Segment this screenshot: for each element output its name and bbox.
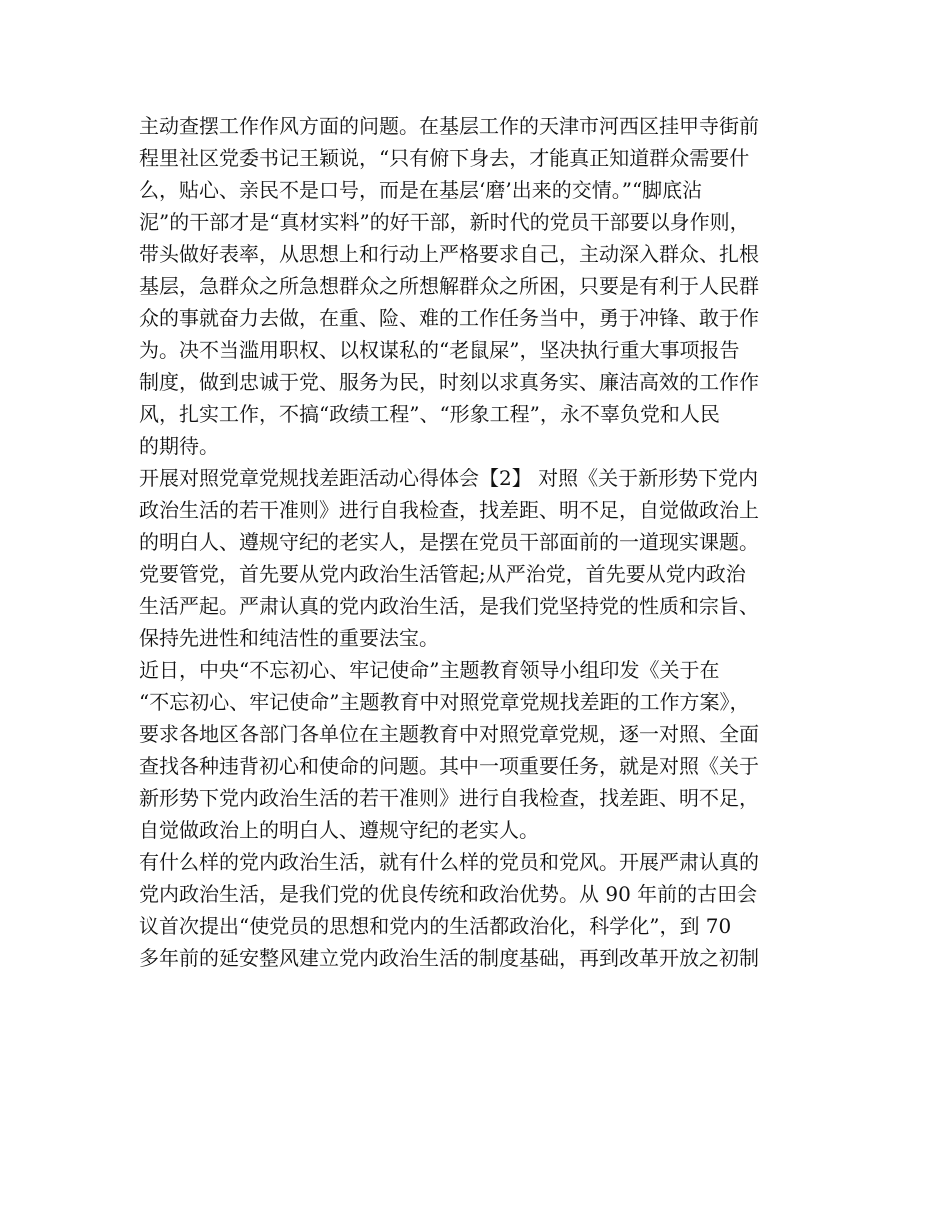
text-line: 么，贴心、亲民不是口号，而是在基层‘磨’出来的交情。”“脚底沾 xyxy=(139,178,703,202)
text-line: 泥”的干部才是“真材实料”的好干部，新时代的党员干部要以身作则， xyxy=(139,210,750,234)
text-line: “不忘初心、牢记使命”主题教育中对照党章党规找差距的工作方案》， xyxy=(139,690,750,714)
text-line: 自觉做政治上的明白人、遵规守纪的老实人。 xyxy=(139,818,539,842)
document-body xyxy=(139,110,819,974)
text-line: 众的事就奋力去做，在重、险、难的工作任务当中，勇于冲锋、敢于作 xyxy=(139,306,759,330)
text-line: 党内政治生活，是我们党的优良传统和政治优势。从 90 年前的古田会 xyxy=(139,882,758,906)
text-line: 要求各地区各部门各单位在主题教育中对照党章党规，逐一对照、全面 xyxy=(139,722,759,746)
text-line: 保持先进性和纯洁性的重要法宝。 xyxy=(139,626,439,650)
text-line: 党要管党，首先要从党内政治生活管起;从严治党，首先要从党内政治 xyxy=(139,562,746,586)
text-line: 生活严起。严肃认真的党内政治生活，是我们党坚持党的性质和宗旨、 xyxy=(139,594,759,618)
text-line: 有什么样的党内政治生活，就有什么样的党员和党风。开展严肃认真的 xyxy=(139,850,759,874)
text-line: 为。决不当滥用职权、以权谋私的“老鼠屎”，坚决执行重大事项报告 xyxy=(139,338,740,362)
text-line: 带头做好表率，从思想上和行动上严格要求自己，主动深入群众、扎根 xyxy=(139,242,759,266)
section-heading-line: 开展对照党章党规找差距活动心得体会【2】 对照《关于新形势下党内 xyxy=(139,466,759,490)
text-line: 议首次提出“使党员的思想和党内的生活都政治化，科学化”，到 70 xyxy=(139,914,732,938)
text-line: 基层，急群众之所急想群众之所想解群众之所困，只要是有利于人民群 xyxy=(139,274,759,298)
text-line: 查找各种违背初心和使命的问题。其中一项重要任务，就是对照《关于 xyxy=(139,754,759,778)
text-line: 近日，中央“不忘初心、牢记使命”主题教育领导小组印发《关于在 xyxy=(139,658,720,682)
text-line: 制度，做到忠诚于党、服务为民，时刻以求真务实、廉洁高效的工作作 xyxy=(139,370,759,394)
text-line: 风，扎实工作，不搞“政绩工程”、“形象工程”，永不辜负党和人民 xyxy=(139,402,720,426)
text-line: 程里社区党委书记王颖说，“只有俯下身去，才能真正知道群众需要什 xyxy=(139,146,750,170)
text-line: 政治生活的若干准则》进行自我检查，找差距、明不足，自觉做政治上 xyxy=(139,498,759,522)
text-line: 新形势下党内政治生活的若干准则》进行自我检查，找差距、明不足， xyxy=(139,786,759,810)
text-line: 主动查摆工作作风方面的问题。在基层工作的天津市河西区挂甲寺街前 xyxy=(139,114,759,138)
text-line: 的期待。 xyxy=(139,434,219,458)
text-line: 多年前的延安整风建立党内政治生活的制度基础，再到改革开放之初制 xyxy=(139,946,759,970)
text-line: 的明白人、遵规守纪的老实人，是摆在党员干部面前的一道现实课题。 xyxy=(139,530,759,554)
